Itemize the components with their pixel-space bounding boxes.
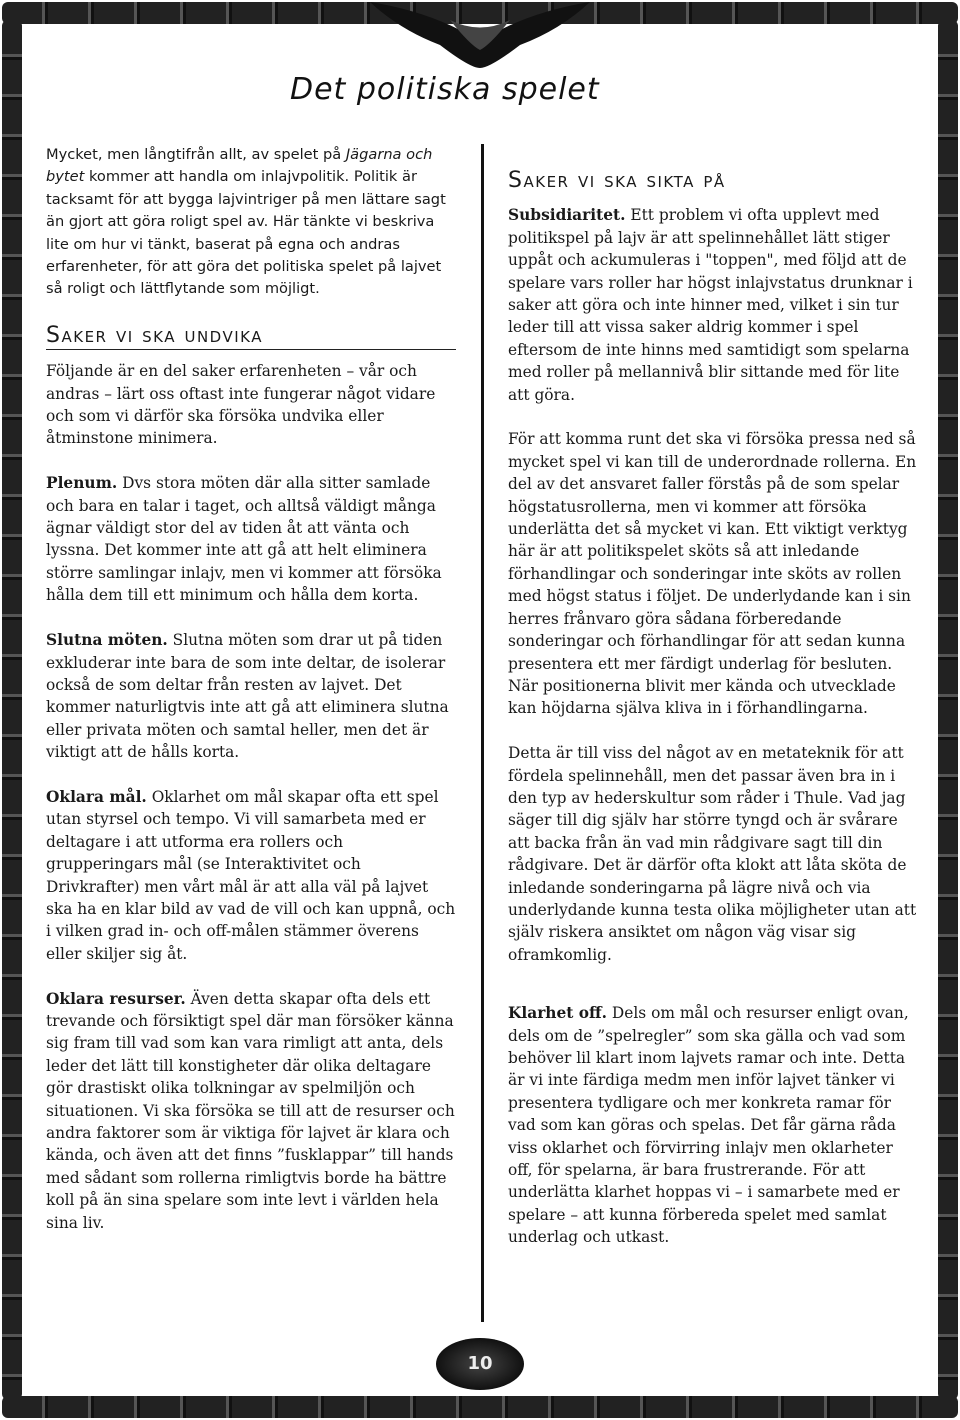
decorative-frame-bottom [2,1396,958,1418]
avoid-item-unclear-resources [46,988,456,1234]
page-number-badge: 10 [436,1338,524,1390]
item-term: Subsidiaritet. [508,206,626,225]
aim-paragraph-2: För att komma runt det ska vi försöka pressa ned så mycket spel vi kan till de underordnade rollerna. En del av det ansvaret faller förstås på de som spelar högstatusrollerna, men vi kommer att försöka underlätta det så mycket vi kan. Ett viktigt verktyg här är att politikspelet sköts så att inledande förhandlingar och sonderingar inte sköts av rollen med högst status i följet. De underlydande kan i sin herres frånvaro göra sådana förberedande sonderingar och förhandlingar för att sedan kunna presentera ett mer färdigt underlag för besluten. När positionerna blivit mer kända och utvecklade kan höjdarna själva kliva in i förhandlingarna. [508,430,917,718]
section-heading-avoid: Saker vi ska undvika [46,325,456,350]
crest-ornament-icon [360,0,600,70]
item-text: Dels om mål och resurser enligt ovan, dels om de ”spelregler” som ska gälla och vad som behöver lil klart inom lajvets ramar och inte. Detta är vi inte färdiga medm men inför lajvet tänker vi presentera tydligare och mer konkreta ramar för vad som kan göras och spelas. Det får gärna råda viss oklarhet och förvirring inlajv men oklarheter off, för spelarna, är bara frustrerande. För att underlätta klarhet hoppas vi – i samarbete med er spelare – att kunna förbereda spelet med samlat underlag och utkast. [508,1004,909,1247]
aim-paragraph-3: Detta är till viss del något av en metateknik för att fördela spelinnehåll, men det passar även bra in i den typ av hederskultur som råder i Thule. Vad jag säger till dig själv har större tyngd och är svårare att backa från än vad min rådgivare sagt till din rådgivare. Det är därför ofta klokt att låta sköta de inledande sonderingarna på lägre nivå och via underlydande kunna testa olika möjligheter utan att själv riskera ansiktet om någon väg visar sig oframkomlig. [508,744,917,964]
section-heading-aim: Saker vi ska sikta på [508,168,726,193]
item-term: Slutna möten. [46,631,168,650]
aim-item-subsidiarity [508,204,918,406]
right-column [508,170,918,1271]
page-title: Det politiska spelet [290,72,600,107]
item-term: Oklara resurser. [46,989,186,1008]
item-text: Slutna möten som drar ut på tiden exkluderar inte bara de som inte deltar, de isolerar också de som deltar från resten av lajvet. Det kommer naturligtvis inte att gå att eliminera slutna eller privata möten och samtal heller, men det är viktigt att de hålls korta. [46,631,449,762]
item-term: Klarhet off. [508,1004,608,1023]
left-column [46,144,456,1256]
avoid-item-plenum [46,472,456,606]
column-divider [481,144,484,1322]
avoid-lead-paragraph: Följande är en del saker erfarenheten – vår och andras – lärt oss oftast inte fungerar något vidare och som vi därför ska försöka undvika eller åtminstone minimera. [46,362,436,448]
intro-title-emphasis: Jägarna och bytet [46,146,433,186]
item-text: Även detta skapar ofta dels ett trevande och försiktigt spel där man försöker känna sig fram till vad som kan vara rimligt att anta, dels leder det lätt till konstigheter där olika deltagare gör drastiskt olika tolkningar av spelmiljön och situationen. Vi ska försöka se till att de resurser och andra faktorer som är viktiga för lajvet är klara och kända, och även att det finns ”fusklappar” till hands med sådant som rollerna rimligtvis borde ha bättre koll på än sina spelare som inte levt i världen hela sina liv. [46,989,455,1232]
decorative-frame-left [2,20,22,1400]
intro-text-end: kommer att handla om inlajvpolitik. Politik är tacksamt för att bygga lajvintriger på men lättare sagt än gjort att göra roligt spel av. Här tänkte vi beskriva lite om hur vi tänkt, baserat på egna och andras erfarenheter, för att göra det politiska spelet på lajvet så roligt och lättflytande som möjligt. [46,168,446,298]
item-text: Ett problem vi ofta upplevt med politikspel på lajv är att spelinnehållet lätt stiger uppåt och ackumuleras i "toppen", med följd att de spelare vars roller har högst inlajvstatus drunknar i saker att göra och inte hinner med, vilket i sin tur leder till att vissa saker aldrig kommer i spel eftersom de inte hinns med samtidigt som spelarna med roller på mellannivå blir sittande med för lite att göra. [508,206,913,404]
item-term: Plenum. [46,474,118,493]
intro-paragraph [46,144,456,301]
intro-text-start: Mycket, men långtifrån allt, av spelet på [46,146,346,163]
aim-item-clarity-off [508,1002,918,1248]
decorative-frame-right [938,20,958,1400]
item-text: Oklarhet om mål skapar ofta ett spel utan styrsel och tempo. Vi vill samarbeta med er deltagare i att utforma era rollers och grupperingars mål (se Interaktivitet och Drivkrafter) men vårt mål är att alla väl på lajvet ska ha en klar bild av vad de vill och kan uppnå, och i vilken grad in- och off-målen stämmer överens eller skiljer sig åt. [46,787,456,963]
avoid-item-closed-meetings [46,629,456,763]
avoid-item-unclear-goals [46,786,456,965]
item-text: Dvs stora möten där alla sitter samlade och bara en talar i taget, och alltså väldigt många ägnar väldigt stor del av tiden åt att vänta och lyssna. Det kommer inte att gå att helt eliminera större samlingar inlajv, men vi kommer att försöka hålla dem till ett minimum och hålla dem korta. [46,474,442,605]
item-term: Oklara mål. [46,787,147,806]
